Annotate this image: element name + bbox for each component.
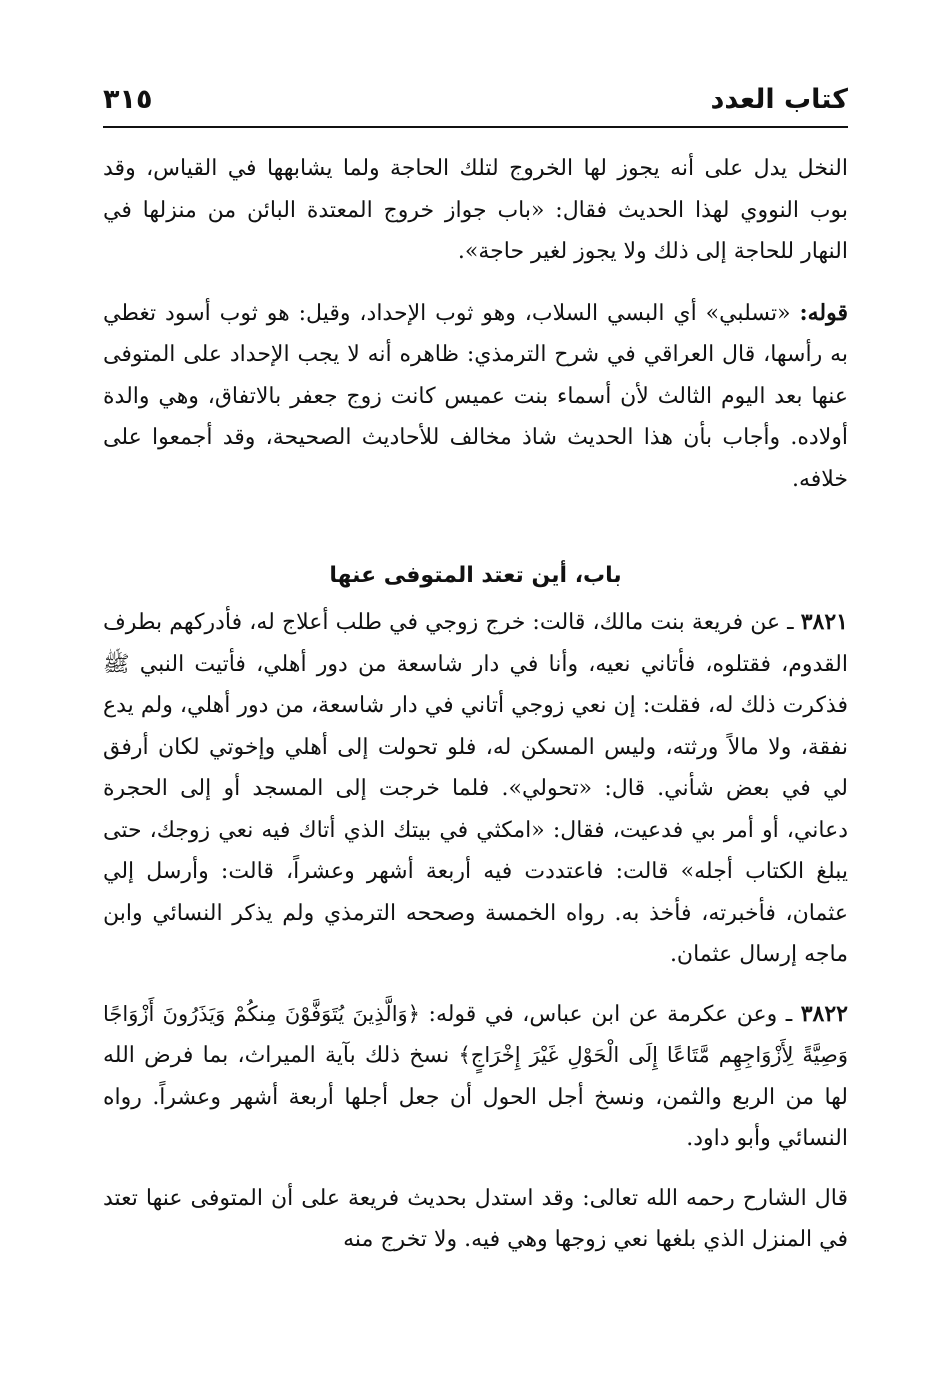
paragraph-lead-word: قوله: — [799, 299, 848, 326]
hadith-3821 — [103, 602, 848, 976]
running-title: كتاب العدد — [710, 84, 848, 115]
section-heading: باب، أين تعتد المتوفى عنها — [329, 563, 622, 588]
commentary-paragraph: قال الشارح رحمه الله تعالى: وقد استدل بحديث فريعة على أن المتوفى عنها تعتد في المنزل الذي بلغها نعي زوجها وهي فيه. ولا تخرج منه — [103, 1185, 848, 1252]
paragraph-body: «تسلبي» أي البسي السلاب، وهو ثوب الإحداد، وقيل: هو ثوب أسود تغطي به رأسها، قال العراقي في شرح الترمذي: ظاهره أنه لا يجب الإحداد على المتوفى عنها بعد اليوم الثالث لأن أسماء بنت عميس كانت زوج جعفر بالاتفاق، وهي والدة أولاده. وأجاب بأن هذا الحديث شاذ مخالف للأحاديث الصحيحة، وقد أجمعوا على خلافه. — [103, 300, 848, 492]
hadith-3822 — [103, 994, 848, 1160]
book-page — [103, 78, 848, 1261]
hadith-text-after-verse: نسخ ذلك بآية الميراث، بما فرض الله لها من الربع والثمن، ونسخ أجل الحول أن جعل أجلها أربعة أشهر وعشراً. رواه النسائي وأبو داود. — [103, 1043, 848, 1151]
hadith-number: ٣٨٢١ — [800, 609, 848, 635]
hadith-text-before-verse: ـ وعن عكرمة عن ابن عباس، في قوله: — [419, 1001, 801, 1027]
quran-verse: ﴿وَالَّذِينَ يُتَوَفَّوْنَ مِنكُمْ وَيَذَرُونَ أَزْوَاجًا وَصِيَّةً لِأَزْوَاجِهِم مَّتَاعًا إِلَى الْحَوْلِ غَيْرَ إِخْرَاجٍ﴾ — [103, 1001, 848, 1067]
paragraph-taslabi — [103, 293, 848, 501]
page-header — [103, 78, 848, 128]
paragraph-nawawi: النخل يدل على أنه يجوز لها الخروج لتلك الحاجة ولما يشابهها في القياس، وقد بوب النووي لهذا الحديث فقال: «باب جواز خروج المعتدة البائن من منزلها في النهار للحاجة إلى ذلك ولا يجوز لغير حاجة». — [103, 156, 848, 264]
hadith-number: ٣٨٢٢ — [800, 1000, 848, 1027]
page-number: ٣١٥ — [103, 84, 153, 115]
hadith-text: ـ عن فريعة بنت مالك، قالت: خرج زوجي في طلب أعلاج له، فأدركهم بطرف القدوم، فقتلوه، فأتاني نعيه، وأنا في دار شاسعة من دور أهلي، فأتيت النبي ﷺ فذكرت ذلك له، فقلت: إن نعي زوجي أتاني في دار شاسعة، من دور أهلي، ولم يدع نفقة، ولا مالاً ورثته، وليس المسكن له، فلو تحولت إلى أهلي وإخوتي لكان أرفق لي في بعض شأني. قال: «تحولي». فلما خرجت إلى المسجد أو إلى الحجرة دعاني، أو أمر بي فدعيت، فقال: «امكثي في بيتك الذي أتاك فيه نعي زوجك، حتى يبلغ الكتاب أجله» قالت: فاعتددت فيه أربعة أشهر وعشراً، قالت: وأرسل إلي عثمان، فأخبرته، فأخذ به. رواه الخمسة وصححه الترمذي ولم يذكر النسائي وابن ماجه إرسال عثمان. — [103, 610, 848, 967]
